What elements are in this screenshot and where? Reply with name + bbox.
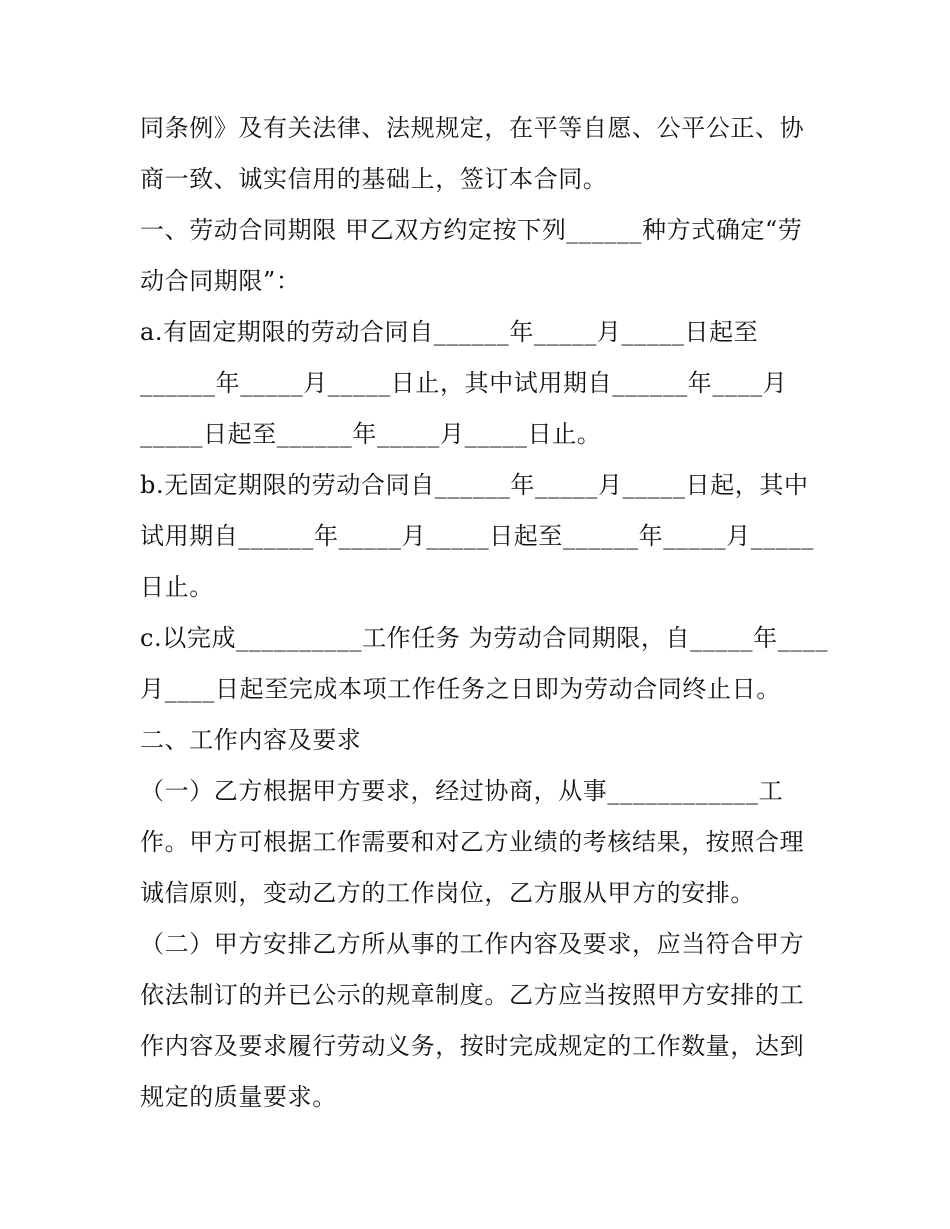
text-line: 商一致、诚实信用的基础上，签订本合同。 [140,165,608,193]
clause-one-line: （一）乙方根据甲方要求，经过协商，从事____________工 [140,777,784,805]
option-c-line: c.以完成__________工作任务 为劳动合同期限，自_____年____ [140,624,829,652]
option-a-line: a.有固定期限的劳动合同自______年_____月_____日起至 [140,318,759,346]
text-line: _____日起至______年_____月_____日止。 [140,420,602,448]
text-line: 试用期自______年_____月_____日起至______年_____月_____ [140,522,814,550]
text-line: 依法制订的并已公示的规章制度。乙方应当按照甲方安排的工 [140,981,805,1009]
text-line: 作。甲方可根据工作需要和对乙方业绩的考核结果，按照合理 [140,828,805,856]
section-heading-work: 二、工作内容及要求 [140,726,362,754]
text-line: 月____日起至完成本项工作任务之日即为劳动合同终止日。 [140,675,781,703]
contract-text [140,103,830,1123]
option-b-line: b.无固定期限的劳动合同自______年_____月_____日起，其中 [140,471,809,499]
text-line: 同条例》及有关法律、法规规定，在平等自愿、公平公正、协 [140,114,805,142]
text-line: 诚信原则，变动乙方的工作岗位，乙方服从甲方的安排。 [140,879,755,907]
text-line: ______年_____月_____日止，其中试用期自______年____月 [140,369,788,397]
section-heading-term: 一、劳动合同期限 甲乙双方约定按下列______种方式确定“劳 [140,216,803,244]
text-line: 动合同期限”： [140,267,301,295]
text-line: 规定的质量要求。 [140,1083,337,1111]
text-line: 日止。 [140,573,214,601]
text-line: 作内容及要求履行劳动义务，按时完成规定的工作数量，达到 [140,1032,805,1060]
clause-two-line: （二）甲方安排乙方所从事的工作内容及要求，应当符合甲方 [140,930,805,958]
